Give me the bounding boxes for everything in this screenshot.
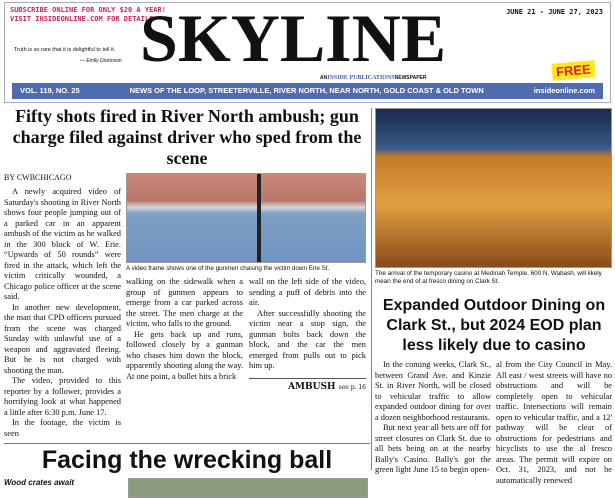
publisher-line (320, 75, 427, 81)
story3-cols (375, 360, 613, 486)
story1-col2 (126, 277, 243, 382)
story2-body (4, 478, 370, 498)
jump-link[interactable] (249, 378, 366, 392)
free-badge: FREE (551, 60, 595, 81)
paragraph: wall on the left side of the video, sending a puff of debris into the air. (249, 277, 366, 307)
story1-col3 (249, 277, 366, 372)
column-divider (371, 108, 372, 470)
byline: BY CWBCHICAGO (4, 173, 72, 182)
tagline: NEWS OF THE LOOP, STREETERVILLE, RIVER NORTH, NEAR NORTH, GOLD COAST & OLD TOWN (129, 86, 484, 95)
story1-body (4, 173, 370, 439)
paragraph: walking on the sidewalk when a group of gunmen appears to emerge from a car parked across the street. The men charge at the victim, who falls to the ground. (126, 277, 243, 328)
story2-subhead: Wood crates await (4, 478, 75, 487)
publisher-name: INSIDE PUBLICATIONS (327, 75, 395, 81)
story1-right (126, 173, 366, 392)
issue-date: JUNE 21 - JUNE 27, 2023 (506, 8, 603, 16)
paragraph: In another new development, the man that CPD officers pursued from the scene was charged Sunday with unlawful use of a weapon and aggravated fleeing. But he is not charged with shooting the man. (4, 302, 121, 375)
story1-col1 (4, 187, 121, 439)
site-link[interactable]: insideonline.com (533, 86, 595, 95)
medinah-temple-photo (375, 108, 612, 268)
street-pole (257, 174, 261, 262)
story1-col3-wrap (249, 277, 366, 392)
jump-page: see p. 16 (338, 383, 366, 391)
promo-line: VISIT INSIDEONLINE.COM FOR DETAILS (10, 15, 154, 23)
left-section (4, 106, 370, 498)
story1-cols (126, 277, 366, 392)
paragraph: A newly acquired video of Saturday's shooting in River North shows four people jumping out of a parked car in an apparent ambush of the victim as he walked in the 300 block of W. Erie. “Upwards of 50 rounds” were fired in the attack, which left the victim critically wounded, a Chicago police officer at the scene said. (4, 187, 121, 301)
paragraph: The video, provided to this reporter by a follower, provides a horrifying look at what happened a little after 6:30 p.m. June 17. (4, 376, 121, 417)
paragraph: In the footage, the victim is seen (4, 418, 121, 438)
promo-line: SUBSCRIBE ONLINE FOR ONLY $20 A YEAR! (10, 6, 166, 14)
story1-headline[interactable]: Fifty shots fired in River North ambush; gun charge filed against driver who sped from the scene (12, 106, 362, 168)
paragraph: After successfully shooting the victim near a stop sign, the gunman bolts back down the block, and the car the men emerged from pulls out to pick him up. (249, 308, 366, 370)
quote: Truth is so rare that it is delightful to tell it. (14, 47, 116, 53)
story3-col2 (496, 360, 612, 486)
photo-caption: The arrival of the temporary casino at Medinah Temple, 600 N. Wabash, will likely mean the end of al fresco dining on Clark St. (375, 270, 602, 285)
story1-col1-wrap (4, 173, 121, 439)
newspaper-logo: SKYLINE (140, 0, 447, 76)
paragraph: al from the City Council in May. All east / west streets will have no obstructions and will be completely open to vehicular traffic. Intersections will remain open to vehicular traffic, and a 12' pathway will be clear of obstructions for pedestrians and bicyclists to use the al fresco areas. The permit will expire on Oct. 31, 2023, and not be automatically renewed (496, 360, 612, 485)
story2-photo (128, 478, 368, 498)
story3-headline[interactable]: Expanded Outdoor Dining on Clark St., but 2024 EOD plan less likely due to casino (382, 297, 606, 354)
shooting-video-frame-photo (126, 173, 366, 263)
story3-col1 (375, 360, 491, 476)
paragraph: He gets back up and runs, followed closely by a gunman who chases him down the block, apparently shooting along the way. At one point, a bullet hits a brick (126, 329, 243, 381)
quote-author: — Emily Dickinson (80, 58, 122, 64)
paragraph: But next year all bets are off for street closures on Clark St. due to all bets being on at the nearby Bally's Casino. Bally's got the green light June 15 to begin open- (375, 423, 491, 474)
masthead-bar (12, 83, 603, 99)
jump-word: AMBUSH (288, 381, 336, 392)
pub-suffix: NEWSPAPER (394, 75, 427, 81)
volume-number: VOL. 119, NO. 25 (20, 86, 80, 95)
photo-caption: A video frame shows one of the gunmen chasing the victim down Erie St. (126, 265, 330, 272)
story2-headline[interactable]: Facing the wrecking ball (41, 446, 333, 474)
paragraph: In the coming weeks, Clark St., between Grand Ave. and Kinzie St. in River North, will be closed to vehicular traffic to allow expanded outdoor dining for over a dozen neighborhood restaurants. (375, 360, 491, 422)
right-section (375, 108, 613, 486)
pub-prefix: AN (320, 75, 328, 81)
